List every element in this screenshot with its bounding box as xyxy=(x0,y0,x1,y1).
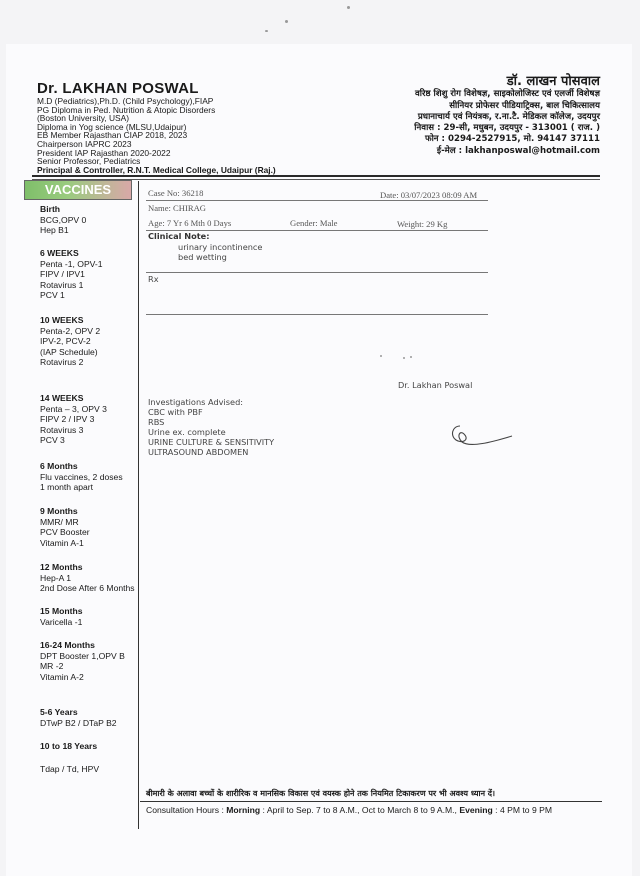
vaccine-item: MR -2 xyxy=(40,661,64,672)
vaccine-group-title: 10 WEEKS xyxy=(40,315,84,325)
vaccine-group-title: 6 WEEKS xyxy=(40,248,79,258)
clinical-note: urinary incontinence xyxy=(178,242,263,252)
credential-line: Chairperson IAPRC 2023 xyxy=(37,138,132,149)
vaccine-item: Tdap / Td, HPV xyxy=(40,764,100,774)
vaccine-item: Vitamin A-2 xyxy=(40,671,84,682)
vaccine-item: 2nd Dose After 6 Months xyxy=(40,583,135,594)
vaccine-item: FIPV 2 / IPV 3 xyxy=(40,414,95,425)
handwritten-signature xyxy=(446,420,516,450)
vaccine-group xyxy=(40,204,86,236)
hindi-doctor-name: डॉ. लाखन पोसवाल xyxy=(506,74,600,89)
vaccine-group-title: 6 Months xyxy=(40,461,78,471)
patient-gender: Gender: Male xyxy=(290,218,338,228)
vaccine-item: Penta-2, OPV 2 xyxy=(40,325,101,336)
footer-hindi-note: बीमारी के अलावा बच्चों के शारीरिक व मानसिक विकास एवं वयस्क होने तक नियमित टिकाकरण पर भी अवश्य ध्यान दें। xyxy=(146,789,496,798)
hindi-line: फोन : 0294-2527915, मो. 94147 37111 xyxy=(424,134,600,145)
vaccine-item: DPT Booster 1,OPV B xyxy=(40,650,125,661)
patient-name: Name: CHIRAG xyxy=(148,203,206,213)
vaccine-item: Vitamin A-1 xyxy=(40,537,84,548)
visit-date: Date: 03/07/2023 08:09 AM xyxy=(380,190,478,200)
vaccine-group-title: Birth xyxy=(40,204,61,214)
investigation-item: URINE CULTURE & SENSITIVITY xyxy=(148,437,275,447)
vaccine-item: Rotavirus 2 xyxy=(40,357,84,368)
vaccine-group-title: 5-6 Years xyxy=(40,707,78,717)
doctor-name: Dr. LAKHAN POSWAL xyxy=(37,80,199,97)
vaccine-group xyxy=(40,461,123,493)
credential-line: M.D (Pediatrics),Ph.D. (Child Psychology),FIAP xyxy=(37,96,214,106)
field-rule xyxy=(146,272,488,273)
vaccine-item: Varicella -1 xyxy=(40,616,83,627)
signature-name: Dr. Lakhan Poswal xyxy=(398,380,473,390)
investigations-label: Investigations Advised: xyxy=(148,397,244,407)
vaccine-group-title: 15 Months xyxy=(40,606,83,616)
credential-line: PG Diploma in Ped. Nutrition & Atopic Disorders xyxy=(37,104,216,115)
vaccine-group xyxy=(40,562,135,594)
credential-line: (Boston University, USA) xyxy=(37,113,129,124)
vaccine-item: Rotavirus 1 xyxy=(40,279,84,290)
investigation-item: Urine ex. complete xyxy=(148,427,226,437)
vaccine-group-title: 9 Months xyxy=(40,506,78,516)
vaccine-item: (IAP Schedule) xyxy=(40,346,98,357)
morning-label: Morning xyxy=(226,805,261,815)
vaccine-item: MMR/ MR xyxy=(40,516,79,527)
vaccines-heading: VACCINES xyxy=(24,180,132,200)
vaccine-group xyxy=(40,315,100,368)
credential-line: Senior Professor, Pediatrics xyxy=(37,156,141,167)
field-rule xyxy=(146,200,488,201)
clinical-note: bed wetting xyxy=(178,252,227,262)
vaccine-group xyxy=(40,606,83,627)
scan-speck xyxy=(410,356,412,358)
vaccine-group xyxy=(40,393,107,446)
vaccine-item: PCV 3 xyxy=(40,435,65,446)
vaccine-item: PCV Booster xyxy=(40,527,90,538)
hindi-line: निवास : 29-सी, मधुबन, उदयपुर - 313001 ( राज. ) xyxy=(414,123,600,134)
credential-line: President IAP Rajasthan 2020-2022 xyxy=(37,147,171,158)
vaccine-item: FIPV / IPV1 xyxy=(40,269,85,280)
rx-symbol: Rx xyxy=(148,274,159,284)
vaccine-item: Penta -1, OPV-1 xyxy=(40,258,103,269)
vaccine-group-title: 16-24 Months xyxy=(40,640,95,650)
hindi-line: प्रधानाचार्य एवं नियंत्रक, र.ना.टै. मेडिकल कॉलेज, उदयपुर xyxy=(417,111,600,122)
hindi-line: ई-मेल : lakhanposwal@hotmail.com xyxy=(436,145,600,156)
vaccine-item: Flu vaccines, 2 doses xyxy=(40,471,123,482)
header-divider xyxy=(32,175,600,177)
scan-speck xyxy=(285,20,288,23)
vaccine-group xyxy=(40,640,125,682)
evening-label: Evening xyxy=(459,805,493,815)
vaccine-item: BCG,OPV 0 xyxy=(40,214,87,225)
morning-text: : April to Sep. 7 to 8 A.M., Oct to March 8 to 9 A.M., xyxy=(262,805,457,815)
evening-text: : 4 PM to 9 PM xyxy=(495,805,553,815)
clinical-note-label: Clinical Note: xyxy=(148,231,210,241)
scan-speck xyxy=(380,355,382,357)
credential-line: Diploma in Yog science (MLSU,Udaipur) xyxy=(37,121,187,132)
credential-line: EB Member Rajasthan CIAP 2018, 2023 xyxy=(37,130,188,141)
doctor-position: Principal & Controller, R.N.T. Medical College, Udaipur (Raj.) xyxy=(37,164,276,175)
vaccine-group-title: 14 WEEKS xyxy=(40,393,84,403)
hindi-header xyxy=(414,76,600,157)
vaccine-group xyxy=(40,707,117,728)
consultation-hours xyxy=(146,805,552,815)
vaccine-group xyxy=(40,506,90,548)
vaccine-item: 1 month apart xyxy=(40,482,94,493)
vaccine-group xyxy=(40,741,97,752)
vaccine-item: Rotavirus 3 xyxy=(40,424,84,435)
vaccine-item: Penta – 3, OPV 3 xyxy=(40,403,107,414)
footer-divider xyxy=(140,801,602,802)
vaccine-group-title: 12 Months xyxy=(40,562,83,572)
scan-speck xyxy=(265,30,268,32)
hindi-line: सीनियर प्रोफेसर पीडियाट्रिक्स, बाल चिकित्सालय xyxy=(449,100,600,111)
patient-weight: Weight: 29 Kg xyxy=(397,219,448,229)
vaccine-item: Hep B1 xyxy=(40,225,69,236)
vaccine-group xyxy=(40,248,103,301)
vaccine-item: DTwP B2 / DTaP B2 xyxy=(40,717,117,728)
investigation-item: CBC with PBF xyxy=(148,407,203,417)
scan-speck xyxy=(403,357,405,359)
field-rule xyxy=(146,314,488,315)
hindi-line: वरिष्ठ शिशु रोग विशेषज्ञ, साइकोलोजिस्ट एवं एलर्जी विशेषज्ञ xyxy=(414,89,600,100)
case-number: Case No: 36218 xyxy=(148,188,204,198)
hours-label: Consultation Hours : xyxy=(146,805,224,815)
investigation-item: ULTRASOUND ABDOMEN xyxy=(148,447,249,457)
vaccine-group-title: 10 to 18 Years xyxy=(40,741,98,751)
vaccine-item: IPV-2, PCV-2 xyxy=(40,336,91,347)
sidebar-divider xyxy=(138,181,139,829)
vaccine-group xyxy=(40,764,99,775)
patient-age: Age: 7 Yr 6 Mth 0 Days xyxy=(148,218,232,228)
investigation-item: RBS xyxy=(148,417,165,427)
vaccine-item: PCV 1 xyxy=(40,290,65,301)
doctor-credentials xyxy=(37,97,276,174)
scan-speck xyxy=(347,6,350,9)
vaccine-item: Hep-A 1 xyxy=(40,572,72,583)
